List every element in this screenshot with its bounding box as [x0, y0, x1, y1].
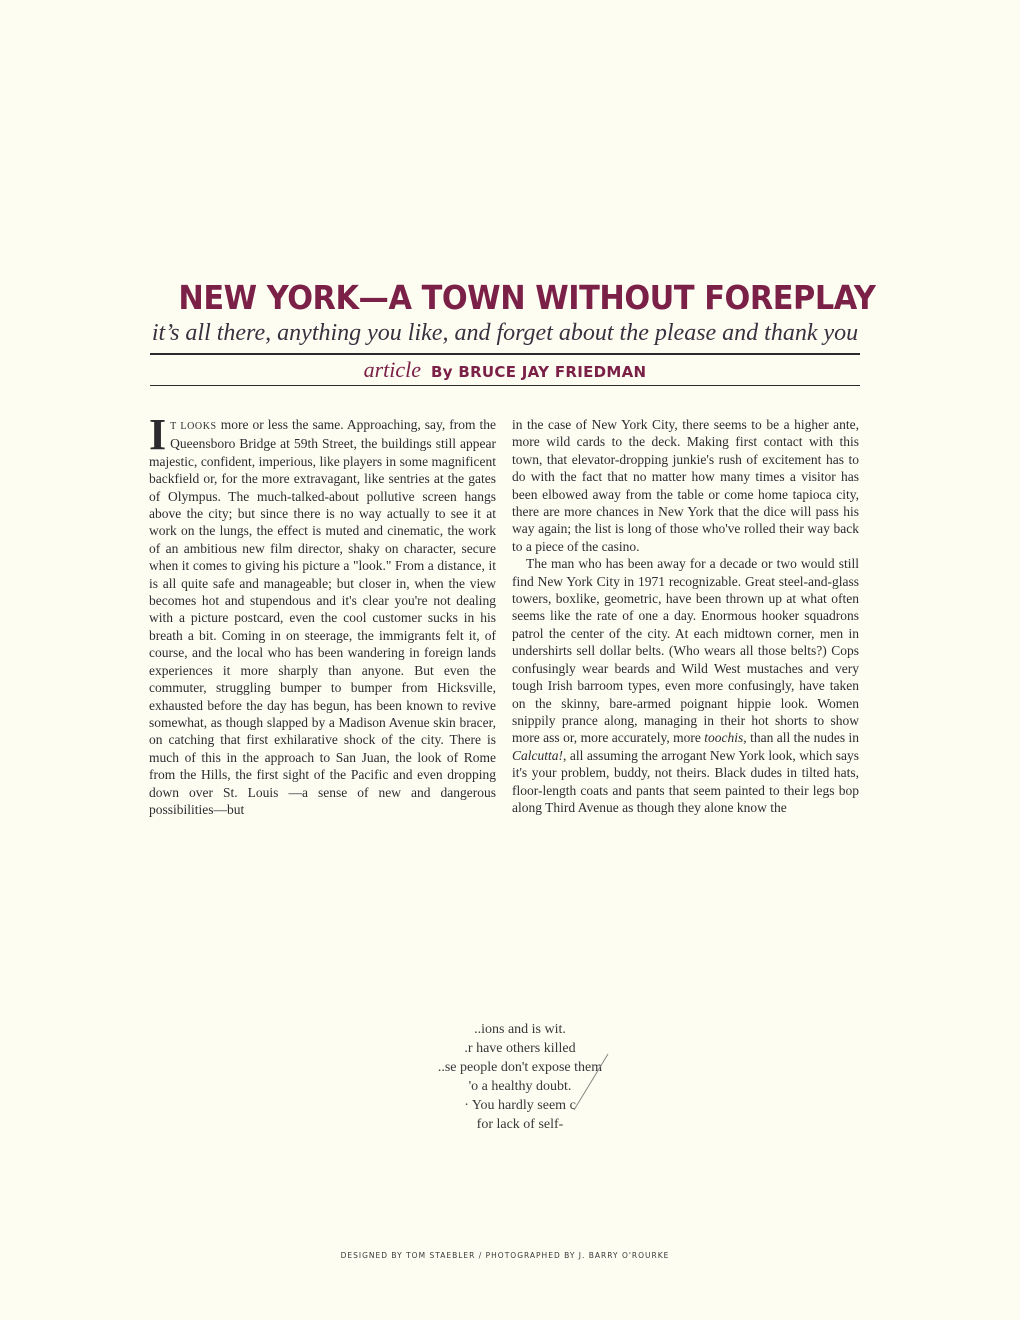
fragment-line: ..ions and is wit.	[474, 1022, 566, 1037]
article-byline	[150, 357, 860, 383]
byline-kind: article	[363, 357, 422, 382]
italic-word: toochis	[704, 730, 744, 746]
byline-author: By BRUCE JAY FRIEDMAN	[431, 363, 647, 381]
design-photo-credits: DESIGNED BY TOM STAEBLER / PHOTOGRAPHED BY J. BARRY O'ROURKE	[340, 1251, 670, 1260]
drop-cap: I	[149, 410, 167, 459]
paragraph-text: , than all the nudes in	[743, 730, 859, 746]
fragment-line: 'o a healthy doubt.	[468, 1079, 572, 1094]
headline-rule-bottom	[150, 385, 860, 386]
article-subheadline: it’s all there, anything you like, and forget about the please and thank you	[151, 320, 859, 346]
fragment-line: .r have others killed	[464, 1041, 576, 1056]
body-paragraph	[512, 555, 859, 816]
body-paragraph	[149, 410, 496, 818]
torn-edge-line	[572, 1052, 612, 1112]
italic-title: Calcutta!	[512, 747, 563, 763]
body-column-left	[149, 410, 496, 818]
fragment-line: for lack of self-	[476, 1117, 564, 1132]
paragraph-text: The man who has been away for a decade or two would still find New York City in 1971 recognizable. Great steel-and-glass towers, boxlike, geometric, have been thrown up at what often seems like the rate of one a day. Enormous hooker squadrons patrol the center of the city. At each midtown corner, men in undershirts sell dollar belts. (Who wears all those belts?) Cops confusingly wear beards and Wild West mustaches and very tough Irish barroom types, even more confusingly, have taken on the skinny, bare-armed poignant hippie look. Women snippily prance along, managing in their hot shorts to show more ass or, more accurately, more	[512, 556, 859, 746]
fragment-line: · You hardly seem c	[464, 1098, 576, 1113]
lead-in-smallcaps: T LOOKS	[170, 421, 217, 432]
paragraph-text: , all assuming the arrogant New York look, which says it's your problem, buddy, not theirs. Black dudes in tilted hats, floor-length coats and pants that seem painted to their legs bop along Third Avenue as though they alone know the	[512, 747, 859, 815]
body-column-right	[512, 416, 859, 816]
article-headline: NEW YORK—A TOWN WITHOUT FOREPLAY	[178, 278, 876, 317]
body-paragraph: in the case of New York City, there seems to be a higher ante, more wild cards to the deck. Making first contact with this town, that elevator-dropping junkie's rush of excitement has to do with the fact that no matter how many times a visitor has been elbowed away from the table or come home tapioca city, there are more chances in New York that the dice will pass his way again; the list is long of those who've rolled their way back to a piece of the casino.	[512, 417, 859, 554]
paragraph-text: more or less the same. Approaching, say, from the Queensboro Bridge at 59th Street, the buildings still appear majestic, confident, imperious, like players in some magnificent backfield or, for the more extravagant, like sentries at the gates of Olympus. The much-talked-about pollutive screen hangs above the city; but since there is no way actually to see it at work on the lungs, the effect is muted and cinematic, the work of an ambitious new film director, shaky on character, secure when it comes to giving his picture a "look." From a distance, it is all quite safe and manageable; but closer in, when the view becomes hot and stupendous and it's clear you're not dealing with a picture postcard, even the cool customer sucks in his breath a bit. Coming in on steerage, the immigrants felt it, of course, and the local who has been wandering in foreign lands experiences it more sharply than anyone. But even the commuter, struggling bumper to bumper from Hicksville, exhausted before the day has begun, has been known to revive somewhat, as though slapped by a Madison Avenue skin bracer, on catching that first exhilarative shock of the city. There is much of this in the approach to San Juan, the look of Rome from the Hills, the first sight of the Pacific and even dropping down over St. Louis —a sense of new and dangerous possibilities—but	[149, 417, 496, 817]
fragment-line: ..se people don't expose them	[437, 1060, 603, 1075]
headline-rule-top	[150, 353, 860, 355]
